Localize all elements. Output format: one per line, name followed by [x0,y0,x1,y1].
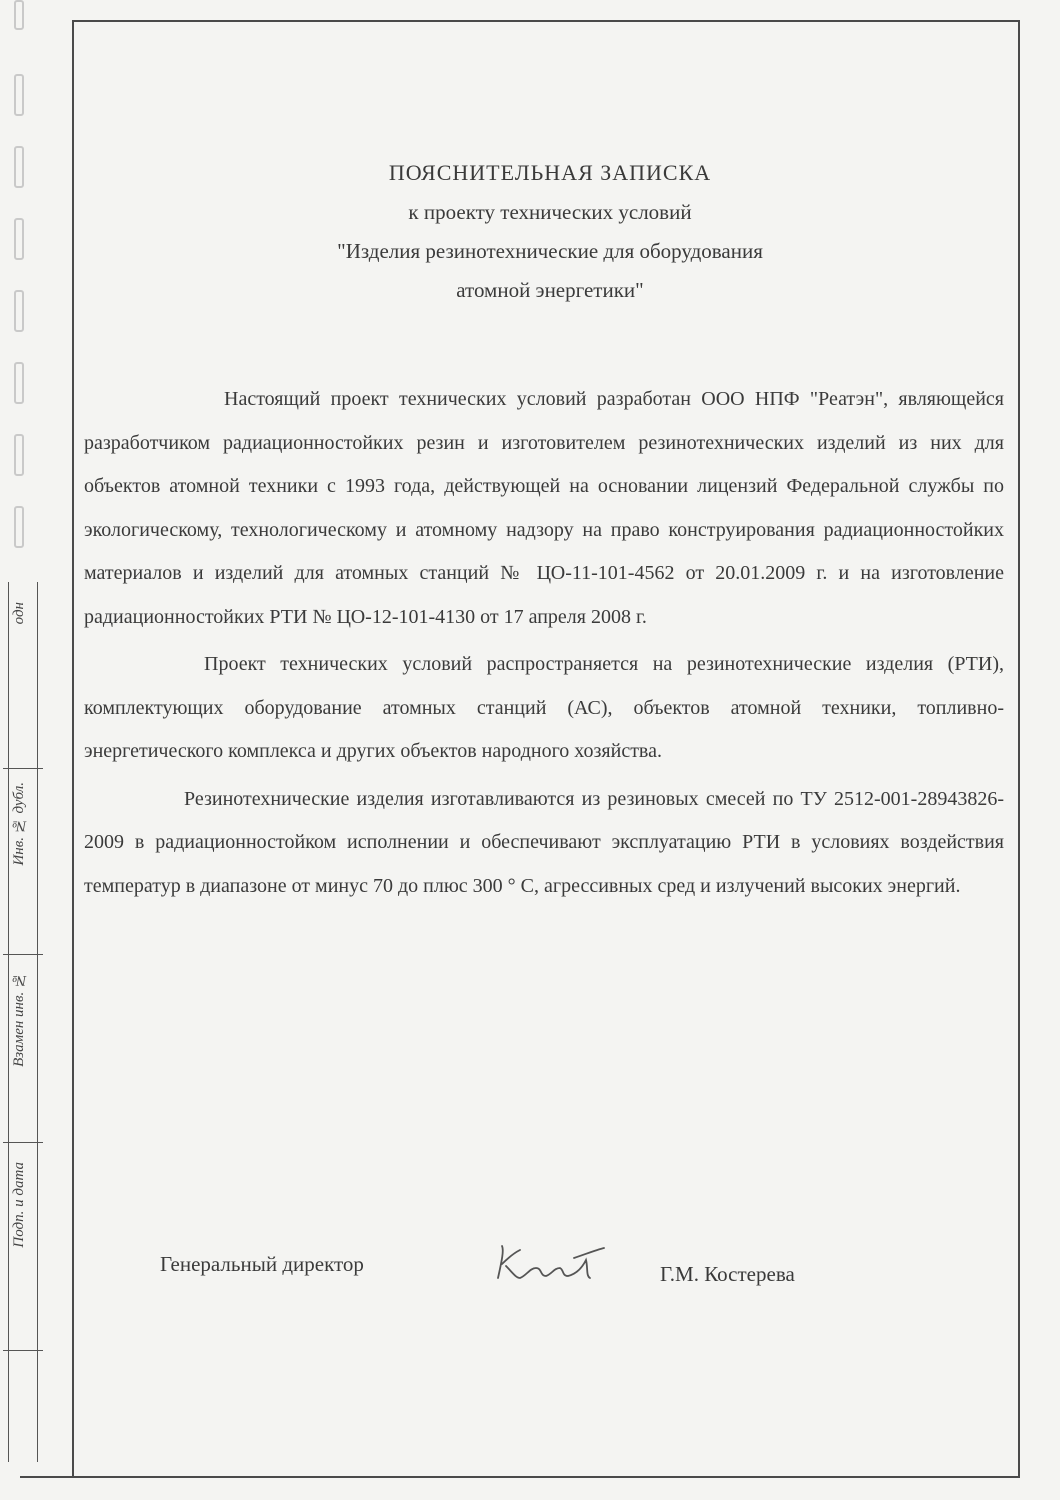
document-subtitle-line: атомной энергетики" [456,278,644,302]
document-title: ПОЯСНИТЕЛЬНАЯ ЗАПИСКА [388,160,712,185]
signatory-role: Генеральный директор [160,1252,364,1276]
margin-stamp-table [8,582,38,1462]
stamp-divider [3,768,43,769]
stamp-label: Взамен инв. № [11,972,27,1067]
stamp-divider [3,1350,43,1351]
stamp-label: одн [11,602,27,625]
body-paragraph: Резинотехнические изделия изготавливаются из резиновых смесей по ТУ 2512-001-28943826-2009 в радиационностойком исполнении и обеспечивают эксплуатацию РТИ в условиях воздействия температур в диапазоне от минус 70 до плюс 300 ° С, агрессивных сред и излучений высоких энергий. [84,787,1004,897]
body-paragraph: Настоящий проект технических условий разработан ООО НПФ "Реатэн", являющейся разработчиком радиационностойких резин и изготовителем резинотехнических изделий из них для объектов атомной техники с 1993 года, действующей на основании лицензий Федеральной службы по экологическому, технологическому и атомному надзору на право конструирования радиационностойких материалов и изделий для атомных станций № ЦО-11-101-4562 от 20.01.2009 г. и на изготовление радиационностойких РТИ № ЦО-12-101-4130 от 17 апреля 2008 г. [84,388,1004,628]
title-block [0,160,1060,317]
document-subtitle-line: к проекту технических условий [408,200,692,224]
binding-hole [14,434,24,476]
binding-hole [14,506,24,548]
binding-hole [14,0,24,30]
stamp-divider [3,954,43,955]
signatory-name: Г.М. Костерева [660,1262,795,1286]
stamp-label: Подп. и дата [11,1162,27,1248]
body-paragraph: Проект технических условий распространяется на резинотехнические изделия (РТИ), комплектующих оборудование атомных станций (АС), объектов атомной техники, топливно-энергетического комплекса и других объектов народного хозяйства. [84,653,1004,762]
binding-hole [14,362,24,404]
handwritten-signature [490,1238,610,1288]
page-bottom-rule [20,1476,1020,1478]
document-body [84,378,1004,908]
document-subtitle-line: "Изделия резинотехнические для оборудования [337,239,763,263]
stamp-divider [3,1142,43,1143]
binding-hole [14,74,24,116]
stamp-label: Инв. № дубл. [11,782,27,866]
